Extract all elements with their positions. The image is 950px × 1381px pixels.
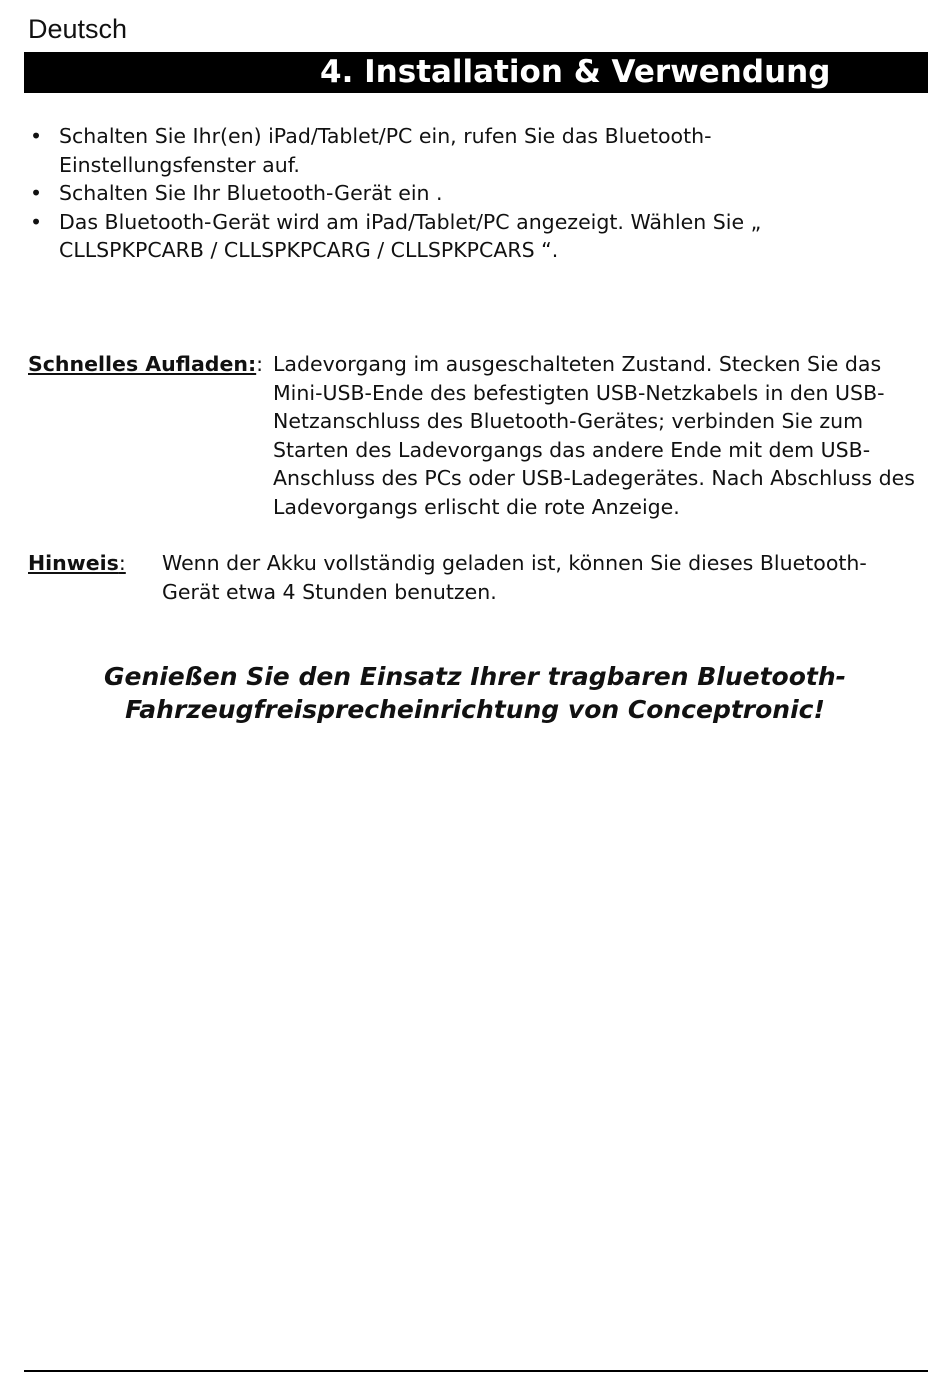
note-text: Wenn der Akku vollständig geladen ist, können Sie dieses Bluetooth-Gerät etwa 4 Stunden benutzen. [162, 551, 867, 604]
closing-line-1: Genießen Sie den Einsatz Ihrer tragbaren Bluetooth- [103, 662, 847, 691]
step-text: Das Bluetooth-Gerät wird am iPad/Tablet/PC angezeigt. Wählen Sie „ CLLSPKPCARB / CLLSPKPCARG / CLLSPKPCARS “. [59, 209, 762, 262]
language-label: Deutsch [28, 14, 128, 44]
closing-line-2: Fahrzeugfreisprecheinrichtung von Conceptronic! [125, 695, 825, 724]
charging-label-row [28, 350, 263, 379]
note-label-row [28, 549, 126, 578]
step-text: Schalten Sie Ihr Bluetooth-Gerät ein . [59, 181, 443, 205]
charging-text: Ladevorgang im ausgeschalteten Zustand. Stecken Sie das Mini-USB-Ende des befestigten USB-Netzkabels in den USB-Netzanschluss des Bluetooth-Gerätes; verbinden Sie zum Starten des Ladevorgangs das andere Ende mit dem USB-Anschluss des PCs oder USB-Ladegerätes. Nach Abschluss des Ladevorgangs erlischt die rote Anzeige. [273, 352, 915, 519]
bullet-icon: • [30, 181, 43, 205]
step-text: Schalten Sie Ihr(en) iPad/Tablet/PC ein, rufen Sie das Bluetooth-Einstellungsfenster auf. [59, 124, 712, 177]
list-item [28, 208, 908, 265]
section-title: 4. Installation & Verwendung [320, 54, 831, 90]
charging-label-colon: : [256, 352, 264, 376]
footer-rule [24, 1370, 928, 1372]
note-label: Hinweis [28, 551, 119, 575]
bullet-icon: • [30, 124, 43, 148]
closing-message [40, 660, 910, 726]
charging-label: Schnelles Aufladen: [28, 352, 257, 376]
list-item [28, 179, 908, 208]
note-label-colon: : [118, 551, 126, 575]
section-title-bar [24, 52, 928, 93]
steps-list [28, 122, 908, 265]
list-item [28, 122, 908, 179]
bullet-icon: • [30, 209, 43, 234]
